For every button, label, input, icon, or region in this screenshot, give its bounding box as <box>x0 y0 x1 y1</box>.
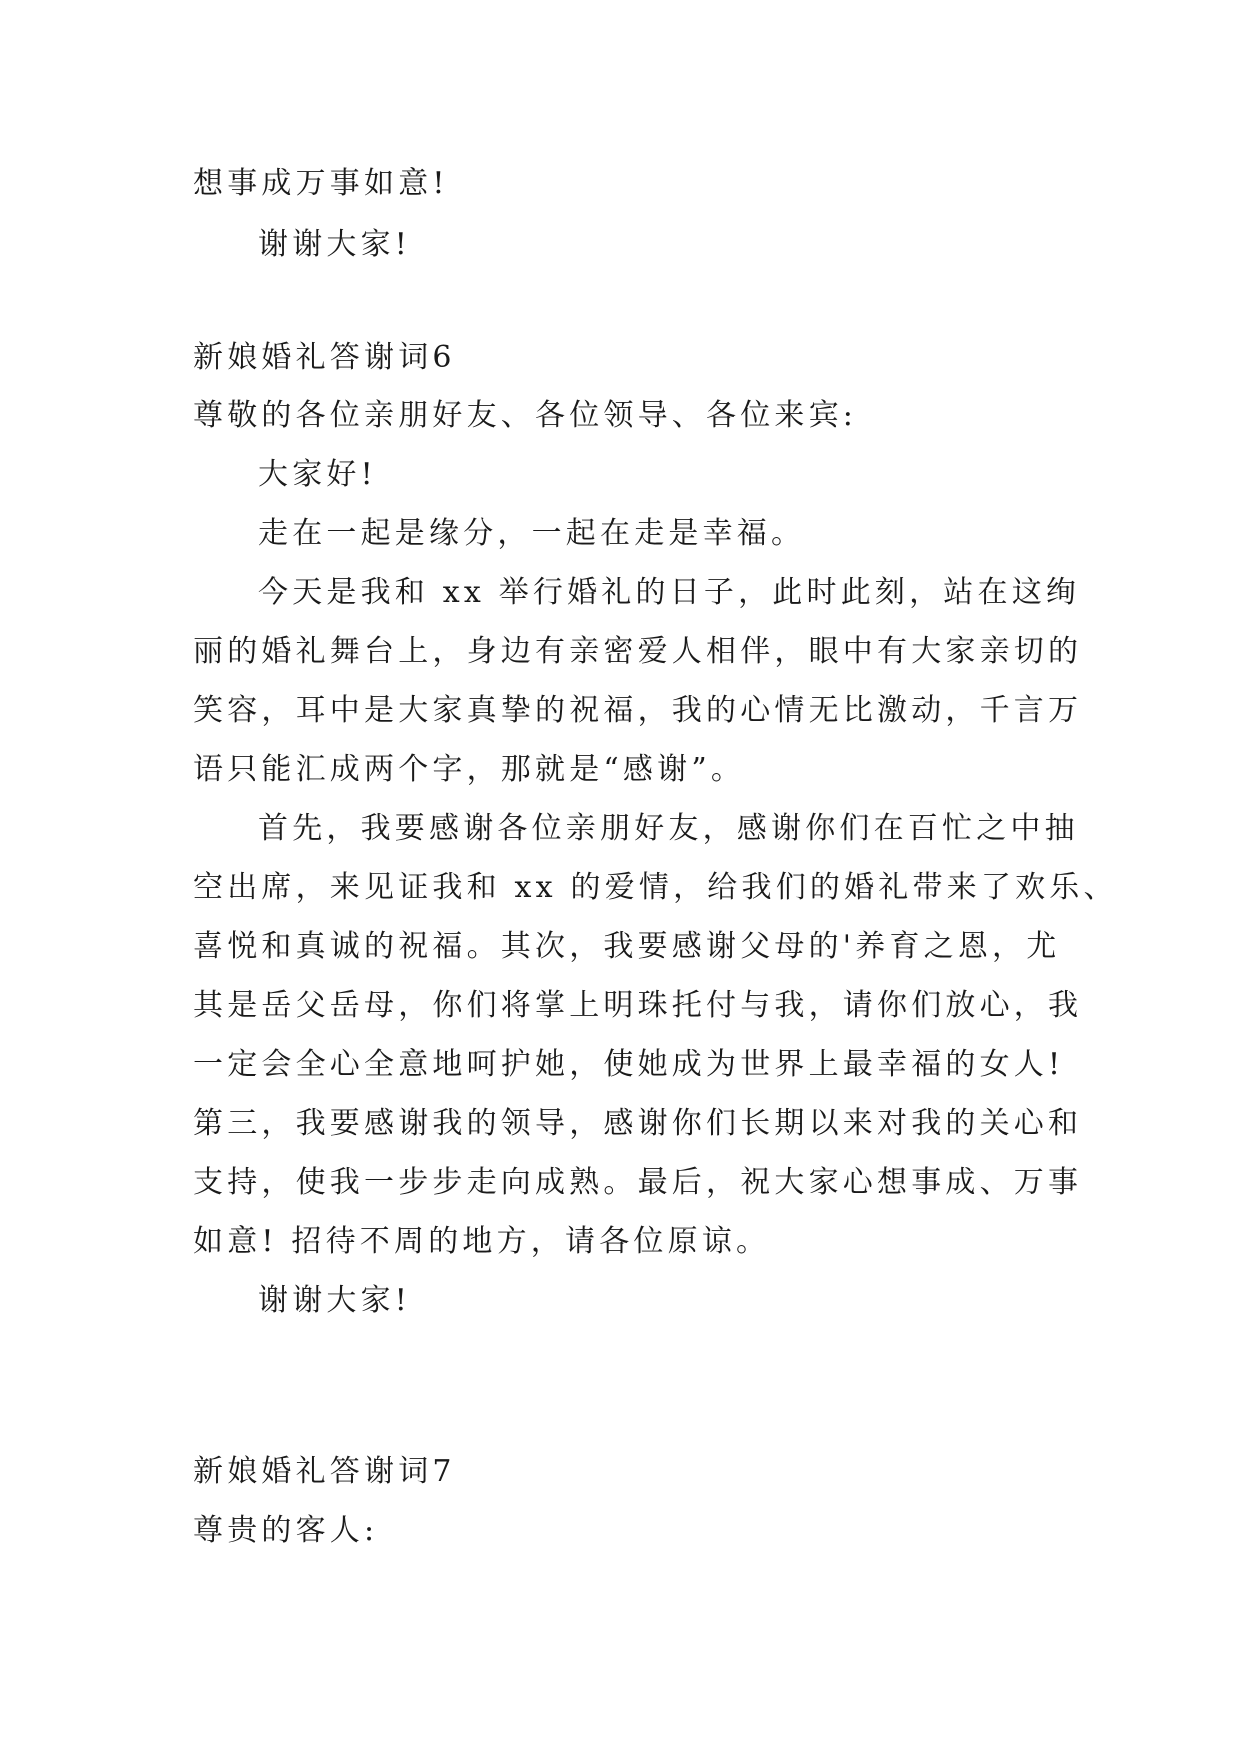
speech-6-title: 新娘婚礼答谢词6 <box>193 340 456 375</box>
speech-7-salutation: 尊贵的客人: <box>193 1513 379 1548</box>
speech-6-salutation: 尊敬的各位亲朋好友、各位领导、各位来宾: <box>193 398 858 433</box>
speech-6-thanks: 谢谢大家! <box>258 1283 412 1318</box>
speech-6-paragraph-2-line: 如意! 招待不周的地方，请各位原谅。 <box>193 1224 771 1259</box>
speech-6-paragraph-2-line: 第三，我要感谢我的领导，感谢你们长期以来对我的关心和 <box>193 1106 1083 1141</box>
continuation-thanks: 谢谢大家! <box>258 227 412 262</box>
speech-6-paragraph-2-line: 其是岳父岳母，你们将掌上明珠托付与我，请你们放心，我 <box>193 988 1083 1023</box>
speech-6-paragraph-1-line: 笑容，耳中是大家真挚的祝福，我的心情无比激动，千言万 <box>193 693 1083 728</box>
speech-6-paragraph-2-line: 首先，我要感谢各位亲朋好友，感谢你们在百忙之中抽 <box>258 811 1079 846</box>
speech-7-title: 新娘婚礼答谢词7 <box>193 1454 456 1489</box>
continuation-closing-line: 想事成万事如意! <box>193 166 449 201</box>
speech-6-paragraph-2-line: 喜悦和真诚的祝福。其次，我要感谢父母的'养育之恩，尤 <box>193 929 1061 964</box>
speech-6-opening: 走在一起是缘分，一起在走是幸福。 <box>258 516 806 551</box>
speech-6-paragraph-2-line: 空出席，来见证我和 xx 的爱情，给我们的婚礼带来了欢乐、 <box>193 870 1118 905</box>
speech-6-paragraph-1-line: 语只能汇成两个字，那就是“感谢”。 <box>193 752 746 787</box>
speech-6-paragraph-1-line: 丽的婚礼舞台上，身边有亲密爱人相伴，眼中有大家亲切的 <box>193 634 1083 669</box>
speech-6-paragraph-2-line: 一定会全心全意地呵护她，使她成为世界上最幸福的女人! <box>193 1047 1065 1082</box>
speech-6-paragraph-2-line: 支持，使我一步步走向成熟。最后，祝大家心想事成、万事 <box>193 1165 1083 1200</box>
speech-6-greeting: 大家好! <box>258 457 377 492</box>
speech-6-paragraph-1-line: 今天是我和 xx 举行婚礼的日子，此时此刻，站在这绚 <box>258 575 1081 610</box>
